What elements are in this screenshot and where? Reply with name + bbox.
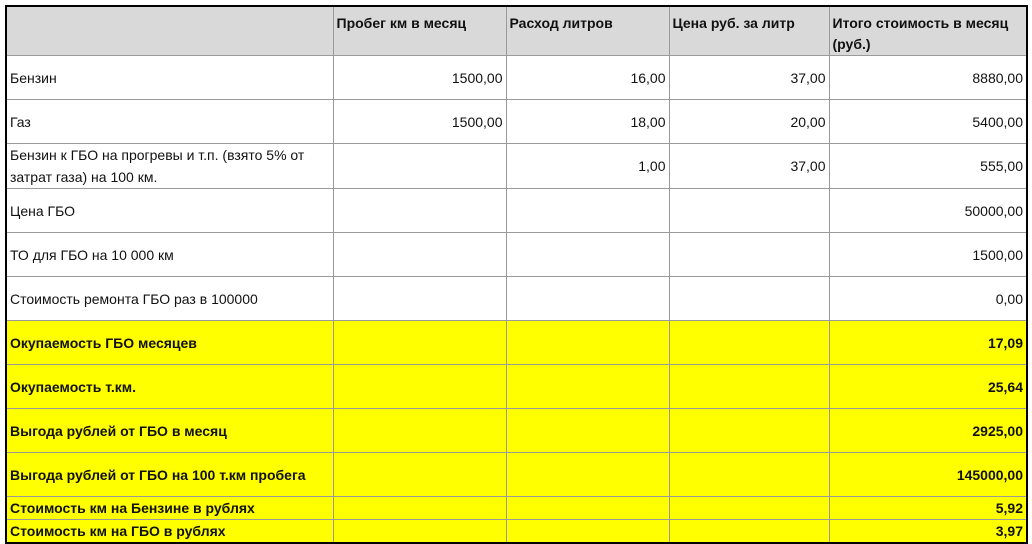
cell-total[interactable]: 555,00 xyxy=(829,144,1027,189)
cell-consumption[interactable] xyxy=(506,189,669,233)
cell-consumption[interactable]: 16,00 xyxy=(506,56,669,100)
header-mileage[interactable]: Пробег км в месяц xyxy=(333,6,506,56)
header-price-per-liter[interactable]: Цена руб. за литр xyxy=(669,6,829,56)
table-row xyxy=(6,100,1027,144)
cell-mileage[interactable] xyxy=(333,520,506,544)
header-monthly-total[interactable]: Итого стоимость в месяц (руб.) xyxy=(829,6,1027,56)
cell-total[interactable]: 2925,00 xyxy=(829,409,1027,453)
cell-consumption[interactable] xyxy=(506,277,669,321)
cell-price[interactable] xyxy=(669,520,829,544)
cell-price[interactable] xyxy=(669,321,829,365)
cell-mileage[interactable] xyxy=(333,277,506,321)
cell-mileage[interactable] xyxy=(333,497,506,520)
row-label-cell[interactable]: Стоимость км на Бензине в рублях xyxy=(6,497,333,520)
cell-total[interactable]: 3,97 xyxy=(829,520,1027,544)
cell-mileage[interactable] xyxy=(333,233,506,277)
cell-price[interactable] xyxy=(669,365,829,409)
row-label-cell[interactable]: Цена ГБО xyxy=(6,189,333,233)
cell-price[interactable]: 37,00 xyxy=(669,56,829,100)
cell-consumption[interactable]: 1,00 xyxy=(506,144,669,189)
cell-consumption[interactable] xyxy=(506,409,669,453)
cell-price[interactable] xyxy=(669,497,829,520)
row-label-cell[interactable]: Бензин к ГБО на прогревы и т.п. (взято 5% от затрат газа) на 100 км. xyxy=(6,144,333,189)
cell-total[interactable]: 8880,00 xyxy=(829,56,1027,100)
cell-consumption[interactable] xyxy=(506,520,669,544)
cell-mileage[interactable]: 1500,00 xyxy=(333,100,506,144)
cell-total[interactable]: 145000,00 xyxy=(829,453,1027,497)
cell-price[interactable] xyxy=(669,189,829,233)
table-row xyxy=(6,56,1027,100)
table-row xyxy=(6,453,1027,497)
cell-consumption[interactable] xyxy=(506,233,669,277)
header-row xyxy=(6,6,1027,56)
header-cell-blank[interactable] xyxy=(6,6,333,56)
table-row xyxy=(6,520,1027,544)
cell-price[interactable] xyxy=(669,233,829,277)
row-label-cell[interactable]: Стоимость ремонта ГБО раз в 100000 xyxy=(6,277,333,321)
row-label-cell[interactable]: ТО для ГБО на 10 000 км xyxy=(6,233,333,277)
cell-price[interactable] xyxy=(669,453,829,497)
table-row xyxy=(6,321,1027,365)
cell-mileage[interactable] xyxy=(333,365,506,409)
cell-total[interactable]: 17,09 xyxy=(829,321,1027,365)
row-label-cell[interactable]: Бензин xyxy=(6,56,333,100)
cell-price[interactable] xyxy=(669,409,829,453)
table-row xyxy=(6,409,1027,453)
row-label-cell[interactable]: Выгода рублей от ГБО в месяц xyxy=(6,409,333,453)
cell-mileage[interactable] xyxy=(333,453,506,497)
table-row xyxy=(6,277,1027,321)
table-row xyxy=(6,144,1027,189)
cell-consumption[interactable] xyxy=(506,453,669,497)
table-row xyxy=(6,189,1027,233)
row-label-cell[interactable]: Стоимость км на ГБО в рублях xyxy=(6,520,333,544)
cell-mileage[interactable] xyxy=(333,321,506,365)
header-consumption[interactable]: Расход литров xyxy=(506,6,669,56)
cell-consumption[interactable] xyxy=(506,321,669,365)
row-label-cell[interactable]: Окупаемость т.км. xyxy=(6,365,333,409)
cell-total[interactable]: 5400,00 xyxy=(829,100,1027,144)
table-row xyxy=(6,365,1027,409)
cell-consumption[interactable] xyxy=(506,497,669,520)
cell-consumption[interactable] xyxy=(506,365,669,409)
cell-mileage[interactable] xyxy=(333,144,506,189)
cell-mileage[interactable]: 1500,00 xyxy=(333,56,506,100)
table-row xyxy=(6,497,1027,520)
cell-price[interactable] xyxy=(669,277,829,321)
cell-total[interactable]: 1500,00 xyxy=(829,233,1027,277)
spreadsheet xyxy=(5,5,1026,539)
cell-mileage[interactable] xyxy=(333,189,506,233)
cell-total[interactable]: 0,00 xyxy=(829,277,1027,321)
gbo-cost-table xyxy=(5,5,1028,544)
row-label-cell[interactable]: Газ xyxy=(6,100,333,144)
cell-total[interactable]: 25,64 xyxy=(829,365,1027,409)
cell-price[interactable]: 37,00 xyxy=(669,144,829,189)
cell-price[interactable]: 20,00 xyxy=(669,100,829,144)
cell-total[interactable]: 50000,00 xyxy=(829,189,1027,233)
cell-mileage[interactable] xyxy=(333,409,506,453)
row-label-cell[interactable]: Выгода рублей от ГБО на 100 т.км пробега xyxy=(6,453,333,497)
cell-total[interactable]: 5,92 xyxy=(829,497,1027,520)
cell-consumption[interactable]: 18,00 xyxy=(506,100,669,144)
table-row xyxy=(6,233,1027,277)
row-label-cell[interactable]: Окупаемость ГБО месяцев xyxy=(6,321,333,365)
